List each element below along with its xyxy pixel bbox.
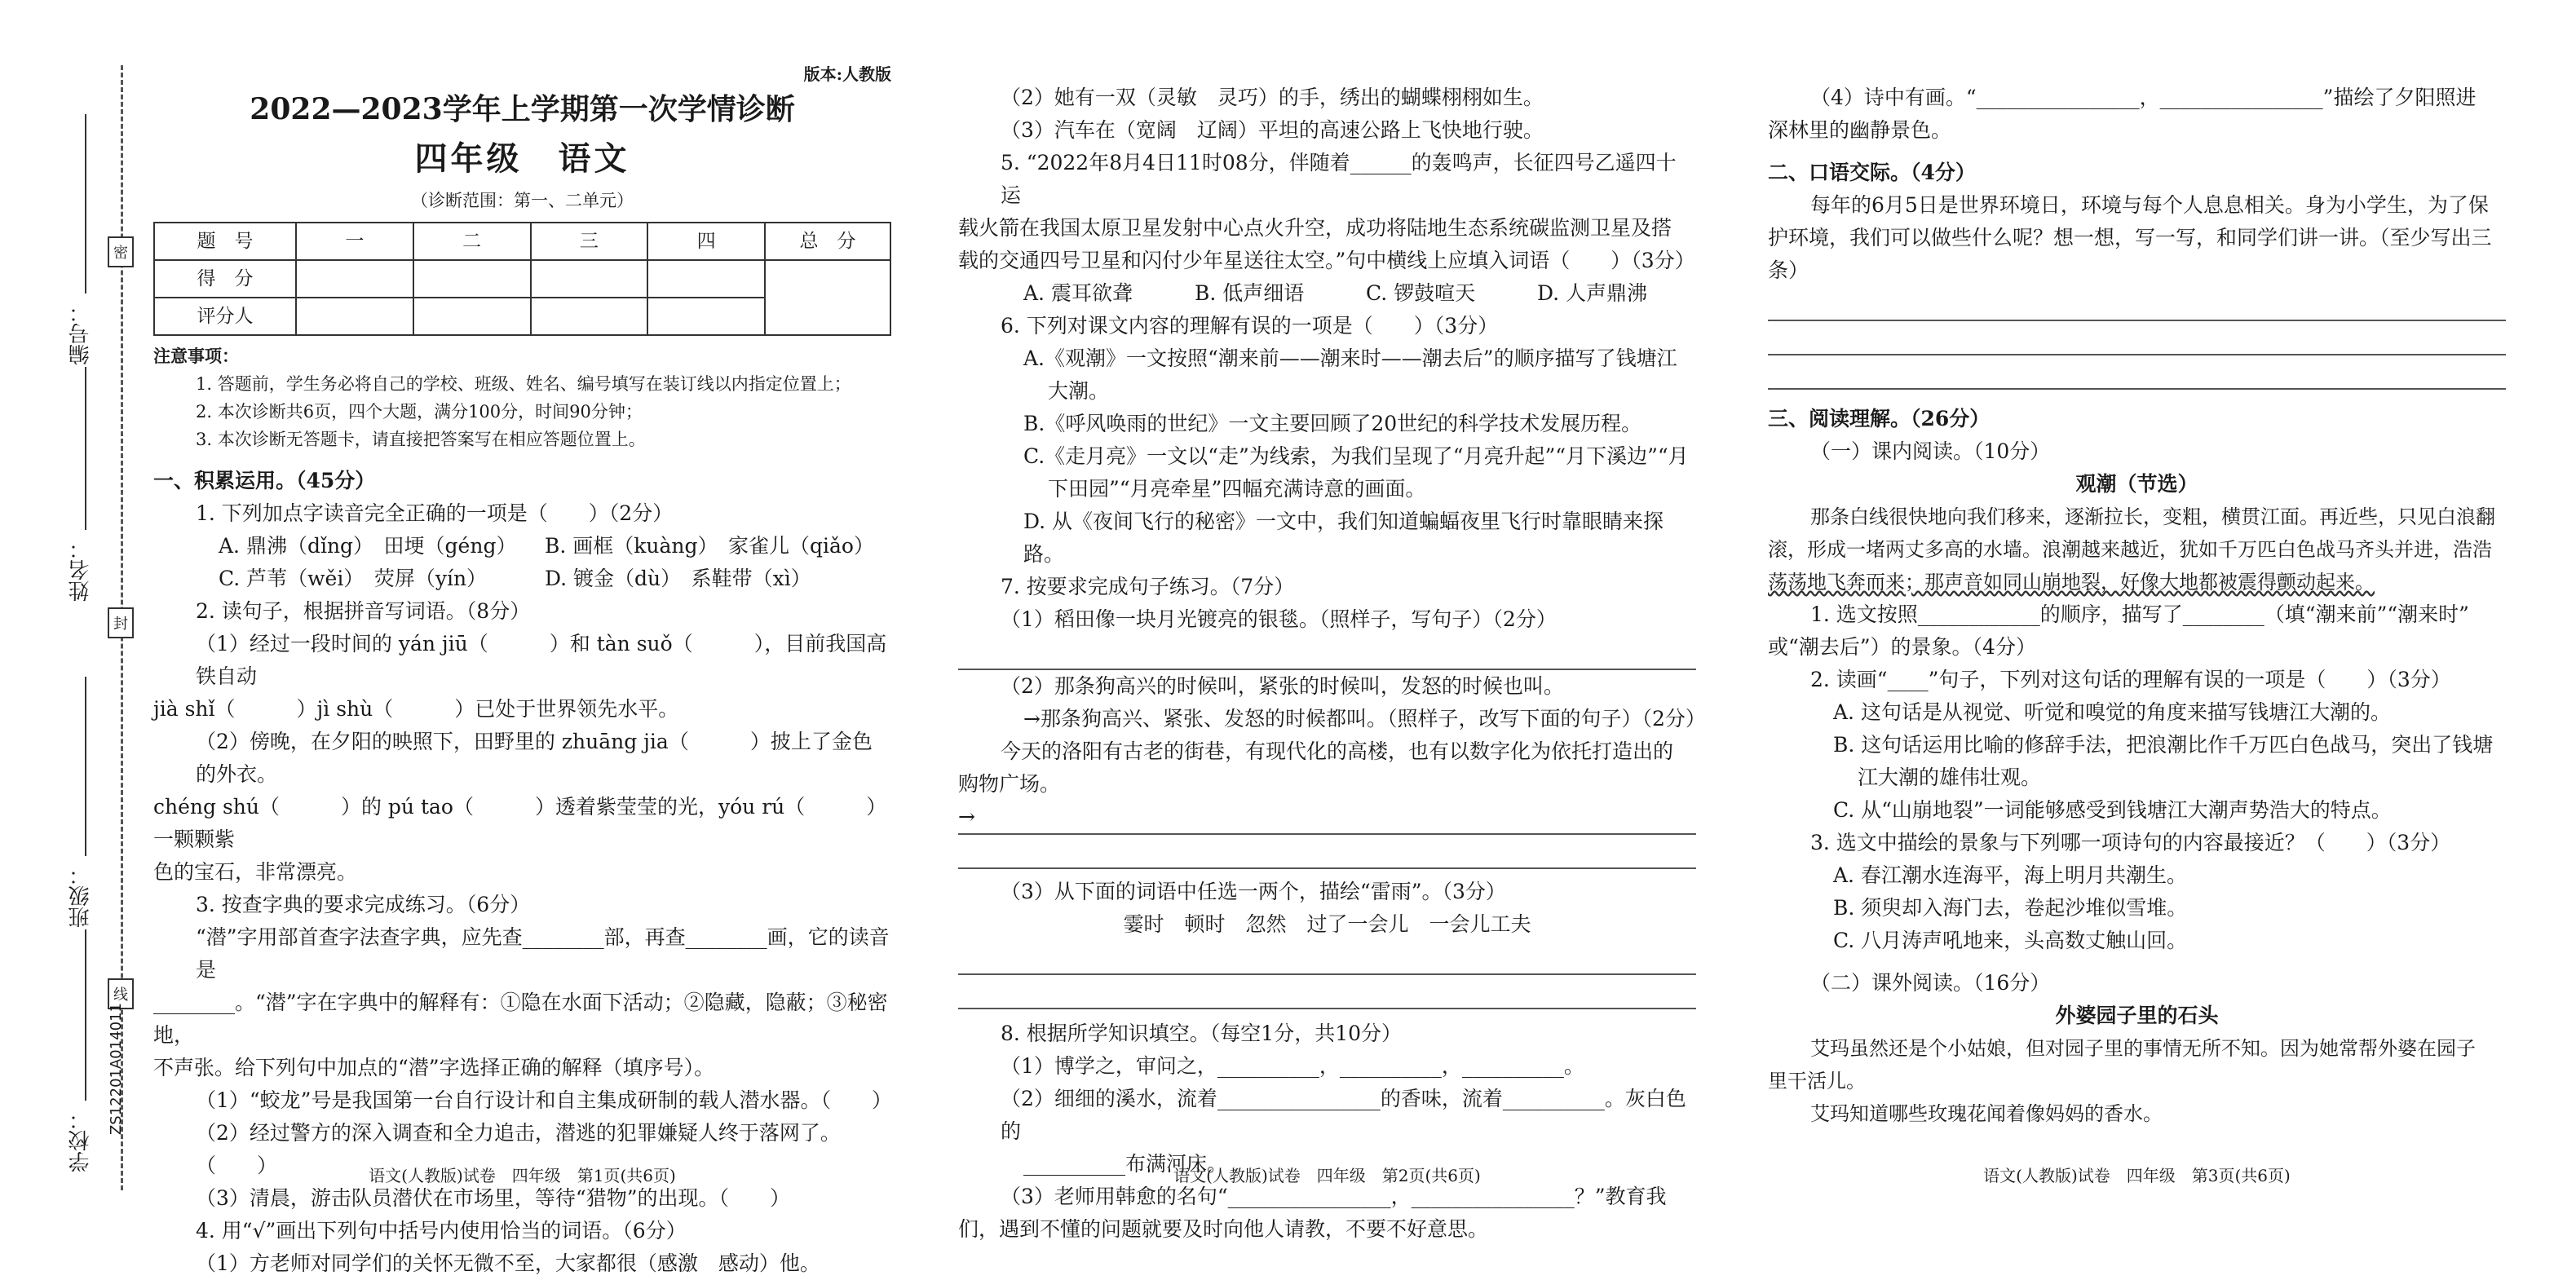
note-item: 1. 答题前，学生务必将自己的学校、班级、姓名、编号填写在装订线以内指定位置上； bbox=[196, 374, 851, 394]
q5-line: 载火箭在我国太原卫星发射中心点火升空，成功将陆地生态系统碳监测卫星及搭 bbox=[958, 216, 1672, 240]
note-item: 3. 本次诊断无答题卡，请直接把答案写在相应答题位置上。 bbox=[196, 430, 646, 449]
option-c[interactable]: C. 锣鼓喧天 bbox=[1366, 281, 1476, 305]
score-header-total: 总 分 bbox=[765, 223, 890, 260]
q4-sub-3: （3）汽车在（宽阔 辽阔）平坦的高速公路上飞快地行驶。 bbox=[1001, 118, 1544, 142]
q8-sub-2-cont: __________布满河床。 bbox=[1023, 1152, 1228, 1176]
q4-sub-2: （2）她有一双（灵敏 灵巧）的手，绣出的蝴蝶栩栩如生。 bbox=[1001, 86, 1544, 109]
score-cell[interactable] bbox=[413, 260, 531, 298]
score-header-label: 题 号 bbox=[154, 223, 296, 260]
grader-cell[interactable] bbox=[531, 298, 648, 335]
q3-sub-1: （1）“蛟龙”号是我国第一台自行设计和自主集成研制的载人潜水器。（ ） bbox=[196, 1088, 892, 1112]
answer-line[interactable] bbox=[958, 975, 1696, 1009]
q3-line: 不声张。给下列句中加点的“潜”字选择正确的解释（填序号）。 bbox=[153, 1056, 715, 1079]
q5-line: 载的交通四号卫星和闪付少年星送往太空。”句中横线上应填入词语（ ）（3分） bbox=[958, 249, 1695, 272]
page-3 bbox=[1768, 82, 2506, 1130]
option-d[interactable]: D. 人声鼎沸 bbox=[1537, 281, 1648, 305]
name-blank[interactable] bbox=[85, 367, 86, 530]
option-b[interactable]: B. 须臾却入海门去，卷起沙堆似雪堆。 bbox=[1833, 896, 2188, 920]
q2-line: （1）经过一段时间的 yán jiū（ ）和 tàn suǒ（ ），目前我国高铁自动 bbox=[196, 632, 887, 688]
option-d[interactable]: D. 镀金（dù） 系鞋带（xì） bbox=[545, 567, 811, 590]
serial-number: ZS12201A014011 bbox=[108, 1003, 125, 1136]
page-2 bbox=[958, 82, 1706, 1246]
option-b[interactable]: B. 低声细语 bbox=[1195, 281, 1305, 305]
question-8: 8. 根据所学知识填空。（每空1分，共10分） bbox=[1001, 1022, 1403, 1045]
grader-cell[interactable] bbox=[296, 298, 413, 335]
q8-sub-3: （3）老师用韩愈的名句“________________，________________？”教育我 bbox=[1001, 1185, 1667, 1208]
q1-options-row1 bbox=[153, 530, 891, 563]
option-c[interactable]: C. 从“山崩地裂”一词能够感受到钱塘江大潮声势浩大的特点。 bbox=[1833, 798, 2392, 822]
option-d[interactable]: D. 从《夜间飞行的秘密》一文中，我们知道蝙蝠夜里飞行时靠眼睛来探路。 bbox=[1023, 510, 1664, 566]
answer-line[interactable] bbox=[958, 801, 1696, 835]
q7-sentence-cont: 购物广场。 bbox=[958, 772, 1061, 796]
passage-1-text: 荡荡地飞奔而来；那声音如同山崩地裂，好像大地都被震得颤动起来。 bbox=[1768, 571, 2375, 594]
page-1 bbox=[153, 64, 891, 1280]
q3-sub-2: （2）经过警方的深入调查和全力追击，潜逃的犯罪嫌疑人终于落网了。（ ） bbox=[196, 1121, 841, 1177]
answer-line[interactable] bbox=[1768, 355, 2506, 390]
score-table bbox=[153, 222, 891, 336]
q3-sub-3: （3）清晨，游击队员潜伏在市场里，等待“猎物”的出现。（ ） bbox=[196, 1186, 790, 1210]
option-b[interactable]: B. 这句话运用比喻的修辞手法，把浪潮比作千万匹白色战马，突出了钱塘 bbox=[1833, 733, 2494, 757]
score-cell[interactable] bbox=[647, 260, 765, 298]
passage-1-line: 滚，形成一堵两丈多高的水墙。浪潮越来越近，犹如千万匹白色战马齐头并进，浩浩 bbox=[1768, 538, 2492, 561]
class-blank[interactable] bbox=[85, 677, 86, 856]
passage-2-title: 外婆园子里的石头 bbox=[2055, 1004, 2219, 1027]
q3-line: ________。“潜”字在字典中的解释有：①隐在水面下活动；②隐藏，隐蔽；③秘密地， bbox=[153, 991, 888, 1047]
seal-mark-xian: 线 bbox=[108, 978, 134, 1009]
q2-line: （2）傍晚，在夕阳的映照下，田野里的 zhuāng jia（ ）披上了金色的外衣。 bbox=[196, 730, 873, 786]
passage-2-text: 艾玛知道哪些玫瑰花闻着像妈妈的香水。 bbox=[1810, 1102, 2163, 1125]
option-c[interactable]: C.《走月亮》一文以“走”为线索，为我们呈现了“月亮升起”“月下溪边”“月 bbox=[1023, 444, 1689, 468]
total-score-cell[interactable] bbox=[765, 260, 890, 335]
seal-mark-mi: 密 bbox=[108, 236, 134, 267]
question-6: 6. 下列对课文内容的理解有误的一项是（ ）（3分） bbox=[1001, 314, 1499, 338]
q7-sub-2: （2）那条狗高兴的时候叫，紧张的时候叫，发怒的时候也叫。 bbox=[1001, 674, 1564, 698]
passage-2-text: 里干活儿。 bbox=[1768, 1070, 1866, 1092]
passage-1-title: 观潮（节选） bbox=[2075, 472, 2198, 496]
reading-q2: 2. 读画“____”句子，下列对这句话的理解有误的一项是（ ）（3分） bbox=[1810, 668, 2451, 691]
option-a[interactable]: A. 这句话是从视觉、听觉和嗅觉的角度来描写钱塘江大潮的。 bbox=[1833, 700, 2391, 724]
q8-sub-3-cont: 们，遇到不懂的问题就要及时向他人请教，不要不好意思。 bbox=[958, 1217, 1489, 1241]
q8-sub-4-cont: 深林里的幽静景色。 bbox=[1768, 118, 1952, 142]
option-b[interactable]: B. 画框（kuàng） 家雀儿（qiǎo） bbox=[545, 534, 874, 558]
seal-mark-feng: 封 bbox=[108, 607, 134, 638]
option-b-cont: 江大潮的雄伟壮观。 bbox=[1858, 766, 2042, 789]
number-blank[interactable] bbox=[85, 114, 86, 294]
answer-line[interactable] bbox=[958, 636, 1696, 670]
version-label: 版本:人教版 bbox=[803, 64, 891, 84]
exam-subtitle: 四年级 语文 bbox=[414, 139, 630, 178]
question-5: 5. “2022年8月4日11时08分，伴随着______的轰鸣声，长征四号乙遥四十运 bbox=[1001, 151, 1677, 207]
binding-margin bbox=[0, 0, 139, 1242]
option-c[interactable]: C. 芦苇（wěi） 荧屏（yín） bbox=[219, 567, 488, 590]
arrow-icon: → bbox=[958, 805, 975, 828]
option-c[interactable]: C. 八月涛声吼地来，头高数丈触山回。 bbox=[1833, 929, 2188, 952]
passage-1-text: 那条白线很快地向我们移来，逐渐拉长，变粗，横贯江面。再近些，只见白浪翻 bbox=[1810, 505, 2495, 528]
label-school: 学校： bbox=[68, 1109, 93, 1172]
notes-title: 注意事项： bbox=[153, 346, 239, 366]
answer-line[interactable] bbox=[958, 941, 1696, 975]
score-header-3: 三 bbox=[531, 223, 648, 260]
label-number: 编号： bbox=[68, 302, 93, 365]
question-1: 1. 下列加点字读音完全正确的一项是（ ）（2分） bbox=[196, 501, 674, 525]
score-header-1: 一 bbox=[296, 223, 413, 260]
label-name: 姓名： bbox=[68, 538, 93, 602]
reading-q3: 3. 选文中描绘的景象与下列哪一项诗句的内容最接近？（ ）（3分） bbox=[1810, 831, 2451, 854]
page-1-footer: 语文(人教版)试卷 四年级 第1页(共6页) bbox=[369, 1166, 676, 1185]
passage-2-text: 艾玛虽然还是个小姑娘，但对园子里的事情无所不知。因为她常帮外婆在园子 bbox=[1810, 1037, 2476, 1060]
q2-line: chéng shú（ ）的 pú tao（ ）透着紫莹莹的光，yóu rú（ ）一颗颗紫 bbox=[153, 795, 887, 851]
section-2-text: 每年的6月5日是世界环境日，环境与每个人息息相关。身为小学生，为了保 bbox=[1810, 193, 2489, 217]
grader-row-label: 评分人 bbox=[154, 298, 296, 335]
grader-cell[interactable] bbox=[647, 298, 765, 335]
page-3-footer: 语文(人教版)试卷 四年级 第3页(共6页) bbox=[1983, 1166, 2291, 1185]
reading-q1: 1. 选文按照____________的顺序，描写了________（填“潮来前”“潮来时” bbox=[1810, 602, 2469, 626]
score-header-2: 二 bbox=[413, 223, 531, 260]
q7-example: →那条狗高兴、紧张、发怒的时候都叫。（照样子，改写下面的句子）（2分） bbox=[1023, 707, 1706, 730]
exam-scope: （诊断范围：第一、二单元） bbox=[411, 191, 634, 210]
option-a[interactable]: A. 春江潮水连海平，海上明月共潮生。 bbox=[1833, 863, 2187, 887]
section-2-heading: 二、口语交际。（4分） bbox=[1768, 161, 1976, 184]
reading-2-heading: （二）课外阅读。（16分） bbox=[1810, 971, 2051, 995]
option-a[interactable]: A. 鼎沸（dǐng） 田埂（géng） bbox=[219, 534, 517, 558]
score-cell[interactable] bbox=[531, 260, 648, 298]
q8-sub-1: （1）博学之，审问之，__________，__________，__________。 bbox=[1001, 1054, 1584, 1078]
question-3: 3. 按查字典的要求完成练习。（6分） bbox=[196, 893, 531, 916]
section-3-heading: 三、阅读理解。（26分） bbox=[1768, 407, 1991, 430]
question-4: 4. 用“√”画出下列句中括号内使用恰当的词语。（6分） bbox=[196, 1219, 687, 1242]
q3-line: “潜”字用部首查字法查字典，应先查________部，再查________画，它的读音是 bbox=[196, 925, 890, 982]
q5-options bbox=[958, 277, 1696, 310]
q8-sub-2: （2）细细的溪水，流着________________的香味，流着__________。灰白色的 bbox=[1001, 1087, 1686, 1143]
passage-1-text bbox=[1768, 533, 2506, 566]
score-row-label: 得 分 bbox=[154, 260, 296, 298]
q1-options-row2 bbox=[153, 563, 891, 595]
score-cell[interactable] bbox=[296, 260, 413, 298]
option-a-cont: 大潮。 bbox=[1048, 379, 1110, 403]
option-a[interactable]: A. 震耳欲聋 bbox=[1023, 281, 1133, 305]
q8-sub-4: （4）诗中有画。“________________，________________”描绘了夕阳照进 bbox=[1810, 86, 2477, 109]
question-7: 7. 按要求完成句子练习。（7分） bbox=[1001, 575, 1295, 598]
answer-line[interactable] bbox=[1768, 321, 2506, 355]
section-1-heading: 一、积累运用。（45分） bbox=[153, 469, 376, 492]
q7-sentence: 今天的洛阳有古老的街巷，有现代化的高楼，也有以数字化为依托打造出的 bbox=[1001, 739, 1674, 763]
score-header-4: 四 bbox=[647, 223, 765, 260]
school-blank[interactable] bbox=[85, 929, 86, 1101]
grader-cell[interactable] bbox=[413, 298, 531, 335]
answer-line[interactable] bbox=[958, 835, 1696, 869]
page-2-footer: 语文(人教版)试卷 四年级 第2页(共6页) bbox=[1173, 1166, 1481, 1185]
question-2: 2. 读句子，根据拼音写词语。（8分） bbox=[196, 599, 531, 623]
answer-line[interactable] bbox=[1768, 287, 2506, 321]
q7-sub-3: （3）从下面的词语中任选一两个，描绘“雷雨”。（3分） bbox=[1001, 880, 1506, 903]
option-b[interactable]: B.《呼风唤雨的世纪》一文主要回顾了20世纪的科学技术发展历程。 bbox=[1023, 412, 1642, 435]
q4-sub-1: （1）方老师对同学们的关怀无微不至，大家都很（感激 感动）他。 bbox=[196, 1251, 820, 1275]
q7-sub-1: （1）稻田像一块月光镀亮的银毯。（照样子，写句子）（2分） bbox=[1001, 607, 1557, 631]
option-c-cont: 下田园”“月亮牵星”四幅充满诗意的画面。 bbox=[1048, 477, 1426, 501]
section-2-text-cont: 护环境，我们可以做些什么呢？想一想，写一写，和同学们讲一讲。（至少写出三条） bbox=[1768, 226, 2492, 282]
exam-title: 2022—2023学年上学期第一次学情诊断 bbox=[250, 92, 795, 126]
reading-q1-cont: 或“潮去后”）的景象。（4分） bbox=[1768, 635, 2036, 659]
label-class: 班级： bbox=[68, 864, 93, 928]
option-a[interactable]: A.《观潮》一文按照“潮来前——潮来时——潮去后”的顺序描写了钱塘江 bbox=[1023, 346, 1677, 370]
note-item: 2. 本次诊断共6页，四个大题，满分100分，时间90分钟； bbox=[196, 402, 643, 422]
q2-line: jià shǐ（ ）jì shù（ ）已处于世界领先水平。 bbox=[153, 697, 679, 721]
reading-1-heading: （一）课内阅读。（10分） bbox=[1810, 439, 2051, 463]
q2-line: 色的宝石，非常漂亮。 bbox=[153, 860, 358, 884]
q7-word-bank: 霎时 顿时 忽然 过了一会儿 一会儿工夫 bbox=[1123, 912, 1531, 936]
